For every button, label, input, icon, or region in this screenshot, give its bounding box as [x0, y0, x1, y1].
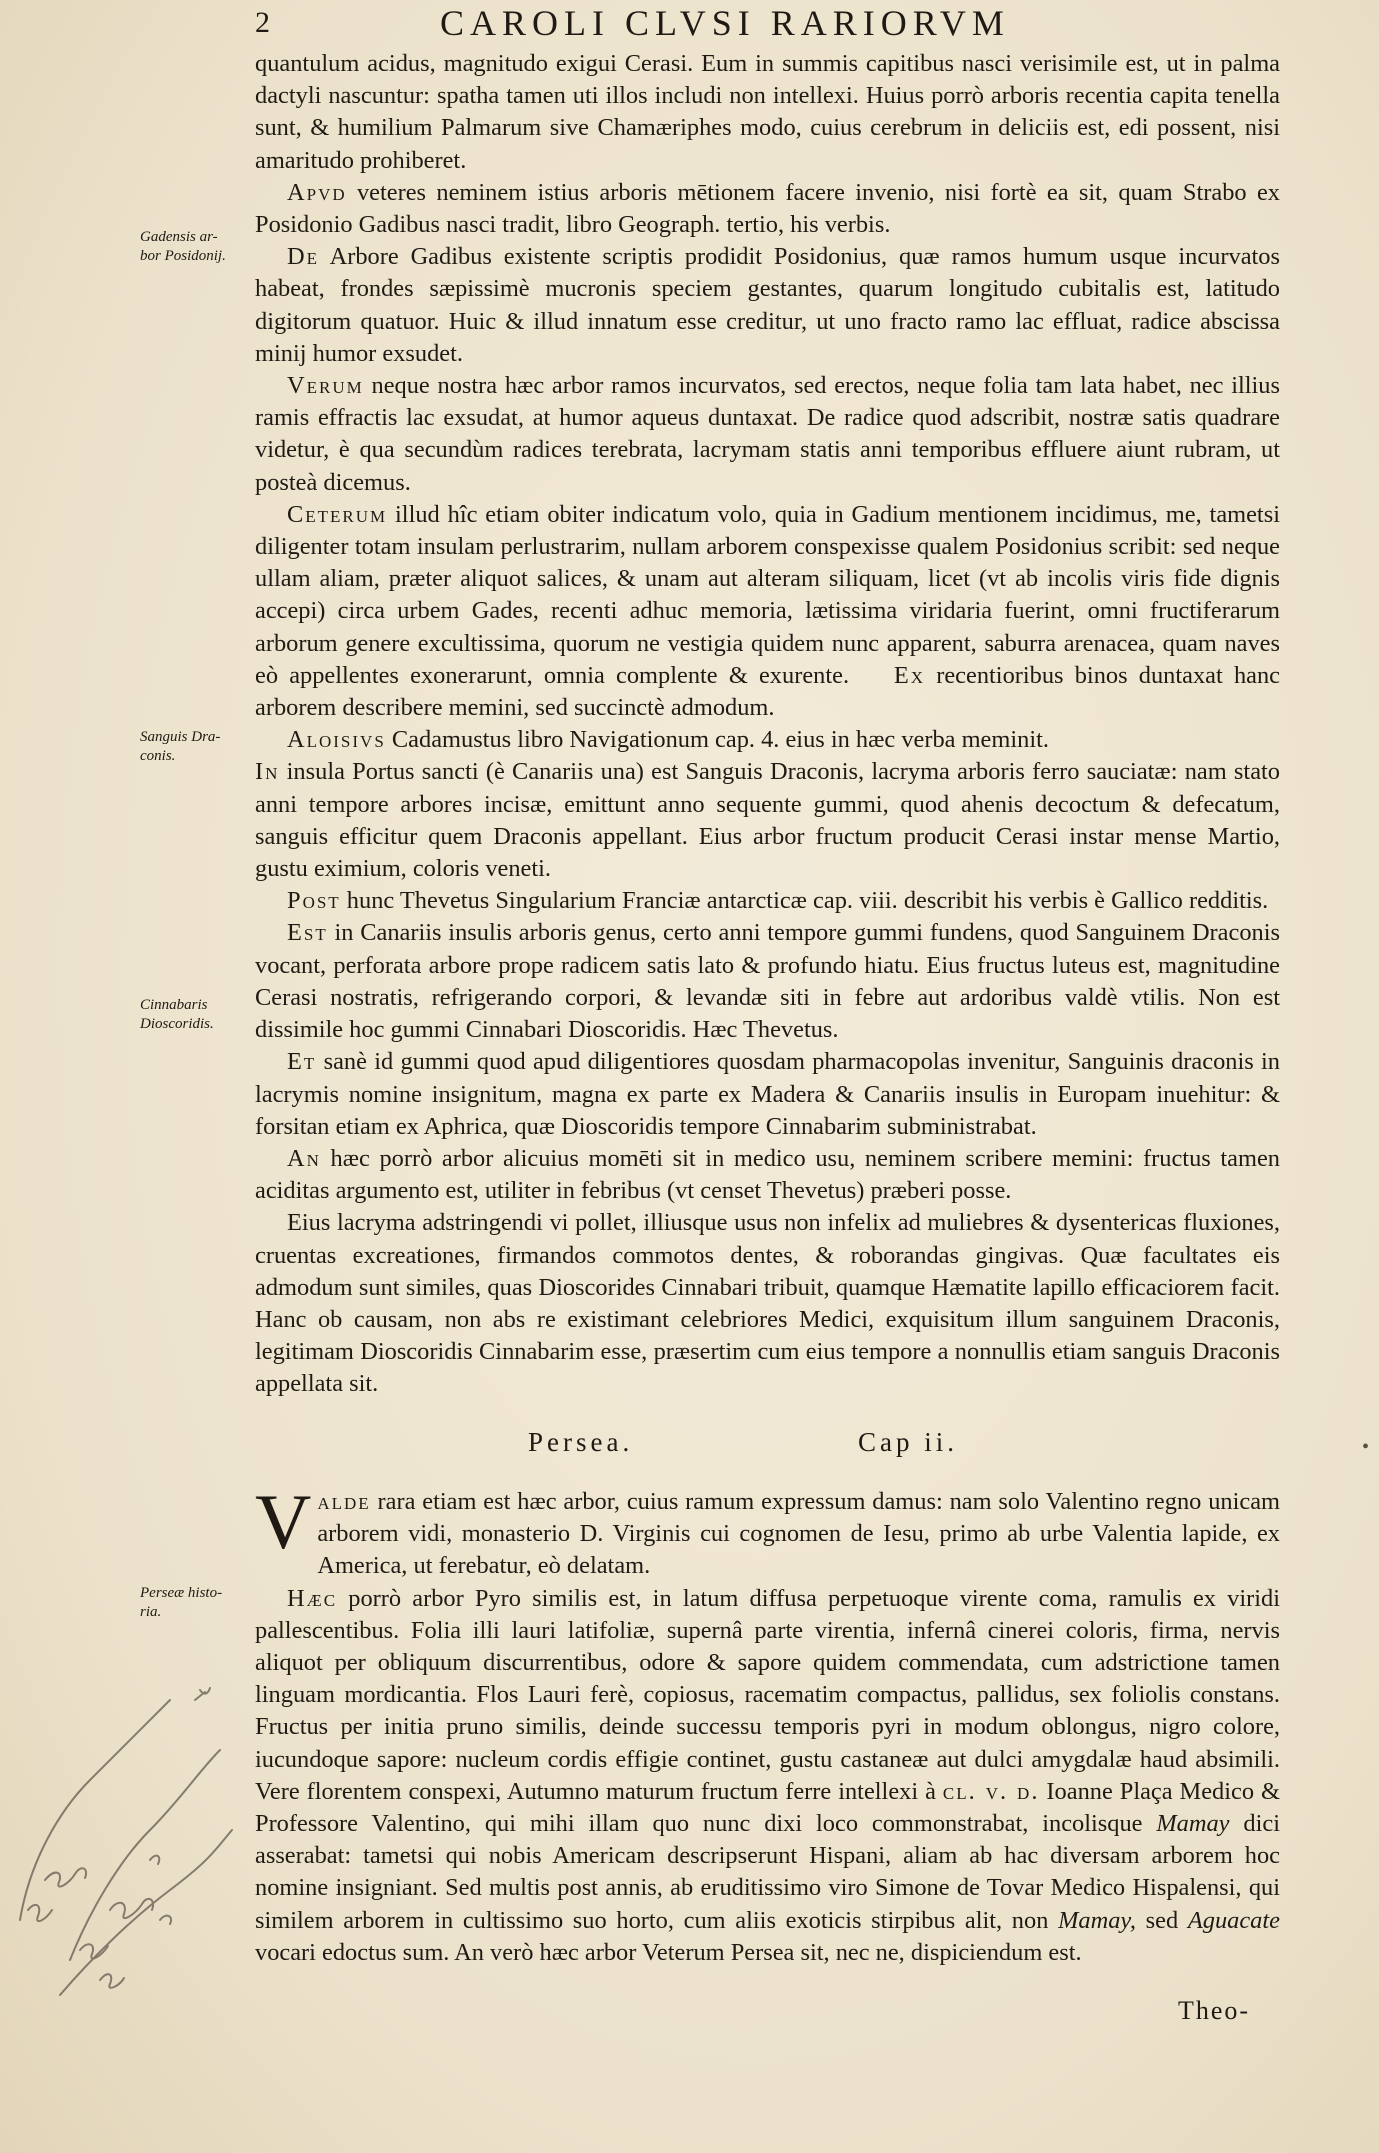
paragraph-text: Ioanne Plaça Medico & Professore Valentino, qui mihi illam quo nunc dixi loco commonstrabat, incolisque: [255, 1777, 1280, 1838]
margin-note-cinnabaris: [140, 996, 252, 1034]
drop-cap: V: [255, 1478, 312, 1565]
margin-note-line: conis.: [140, 748, 176, 764]
paragraph: [255, 370, 1280, 499]
paragraph: [255, 177, 1280, 241]
lead-word: Aloisivs: [287, 726, 386, 754]
paragraph-text: neque nostra hæc arbor ramos incurvatos, sed erectos, neque folia tam lata habet, nec illius ramis effractis lac exsudat, at humor aqueus duntaxat. De radice quod adscribit, nostræ satis quadrare videtur, è qua secundùm radices terebrata, lacrymam statis anni temporibus effluere aiunt rubram, ut posteà dicemus.: [255, 372, 1280, 496]
catchword: Theo-: [1178, 1996, 1251, 2025]
paragraph-text: vocari edoctus sum. An verò hæc arbor Veterum Persea sit, nec ne, dispiciendum est.: [255, 1938, 1082, 1966]
paragraph-text: illud hîc etiam obiter indicatum volo, quia in Gadium mentionem incidimus, me, tametsi diligenter totam insulam perlustrarim, nullam arborem conspexisse qualem Posidonius scribit: sed neque ullam aliam, præter aliquot salices, & unam aut alteram siliquam, licet (vt ab incolis viris fide dignis accepi) circa urbem Gades, recenti adhuc memoria, lætissima viridaria fuerint, omni fructiferarum arborum genere excultissima, quorum ne vestigia quidem nunc apparent, saburra arenacea, quam naves eò appellentes exonerarunt, omnia complente & exurente.: [255, 500, 1280, 689]
chapter-title: Persea.: [528, 1427, 634, 1457]
lead-word: alde: [317, 1488, 371, 1515]
paragraph: [255, 1583, 1280, 1969]
paragraph: [255, 1046, 1280, 1143]
margin-note-gadensis: [140, 228, 252, 266]
paragraph: quantulum acidus, magnitudo exigui Cerasi. Eum in summis capitibus nasci verisimile est, ut in palma dactyli nascuntur: spatha tamen uti illos includi non intellexi. Huius porrò arboris recentia capita tenella sunt, & humilium Palmarum sive Chamæriphes modo, cuius cerebrum in deliciis est, edi possent, nisi amaritudo prohiberet.: [255, 50, 1280, 174]
margin-note-line: bor Posidonij.: [140, 248, 226, 264]
paragraph-text: rara etiam est hæc arbor, cuius ramum expressum damus: nam solo Valentino regno unicam arborem vidi, monasterio D. Virginis cui cognomen de Iesu, primo ab urbe Valentia lapide, ex America, ut ferebatur, eò delatam.: [317, 1488, 1280, 1580]
margin-note-line: ria.: [140, 1604, 162, 1620]
margin-note-line: Sanguis Dra-: [140, 729, 221, 745]
term-mamay: Mamay: [1156, 1810, 1230, 1838]
margin-note-sanguis: [140, 728, 252, 766]
paragraph-text: sed: [1145, 1906, 1179, 1934]
lead-word: Et: [287, 1048, 317, 1076]
margin-note-persea: [140, 1584, 252, 1622]
margin-note-line: Gadensis ar-: [140, 229, 218, 245]
running-head: CAROLI CLVSI RARIORVM: [440, 3, 1010, 43]
paragraph-text: insula Portus sancti (è Canariis una) est Sanguis Draconis, lacryma arboris ferro sauciatæ: nam stato anni tempore arbores incisæ, emittunt anno sequente gummi, quod ahenis decoctum & defecatum, sanguis efficitur quem Draconis appellant. Eius arbor fructum producit Cerasi instar mense Martio, gustu eximium, coloris veneti.: [255, 758, 1280, 883]
paragraph: [255, 917, 1280, 1046]
page-number: 2: [255, 6, 270, 39]
margin-note-line: Cinnabaris: [140, 997, 208, 1013]
paragraph: [255, 241, 1280, 370]
paragraph-text: recentioribus binos duntaxat hanc arborem describere memini, sed succinctè admodum.: [255, 661, 1281, 722]
lead-word: Apvd: [287, 178, 347, 206]
handwritten-annotation: [0, 1660, 240, 2000]
margin-note-line: Perseæ histo-: [140, 1585, 223, 1601]
paragraph: [255, 499, 1280, 724]
term-aguacate: Aguacate: [1187, 1906, 1280, 1934]
paragraph-text: sanè id gummi quod apud diligentiores quosdam pharmacopolas invenitur, Sanguinis draconis in lacrymis nomine insignitum, magna ex parte ex Madera & Canariis insulis in Europam inuehitur: & forsitan etiam ex Aphrica, quæ Dioscoridis tempore Cinnabarim subministrabat.: [255, 1048, 1280, 1140]
paragraph-text: porrò arbor Pyro similis est, in latum diffusa perpetuoque virente coma, ramulis ex viridi pallescentibus. Folia illi lauri latifoliæ, supernâ parte virentia, infernâ cinerei coloris, firma, nervis aliquot per obliquum discurrentibus, odore & sapore quidem commendata, cum adstrictione tamen linguam mordicantia. Flos Lauri ferè, copiosus, racematim compactus, pallidus, sex foliolis constans. Fructus per initia pruno similis, deinde successu temporis pyri in modum oblongus, nigro colore, iucundoque sapore: nucleum cordis effigie continet, gustu castaneæ aut dulci amygdalæ haud absimili. Vere florentem conspexi, Autumno maturum fructum ferre intellexi à: [255, 1584, 1280, 1805]
term-mamay: Mamay,: [1058, 1906, 1136, 1934]
paragraph: [255, 756, 1280, 885]
paragraph-text: Cadamustus libro Navigationum cap. 4. eius in hæc verba meminit.: [391, 726, 1049, 754]
paragraph-text: veteres neminem istius arboris mētionem facere invenio, nisi fortè ea sit, quam Strabo ex Posidonio Gadibus nasci tradit, libro Geograph. tertio, his verbis.: [255, 178, 1280, 239]
paragraph: [255, 1478, 1280, 1583]
paragraph: Eius lacryma adstringendi vi pollet, illiusque usus non infelix ad muliebres & dysentericas fluxiones, cruentas excreationes, firmandos commotos dentes, & roborandas gingivas. Quæ facultates eis admodum sunt similes, quas Dioscorides Cinnabari tribuit, quamque Hæmatite lapillo efficaciorem facit. Hanc ob causam, non abs re existimant celebriores Medici, exquisitum illum sanguinem Draconis, legitimam Dioscoridis Cinnabarim esse, præsertim cum eius tempore a nonnullis etiam sanguis Draconis appellata sit.: [255, 1209, 1280, 1398]
text-column-upper: [255, 48, 1280, 1401]
abbreviation: cl. v. d.: [942, 1777, 1040, 1805]
lead-word: An: [287, 1144, 321, 1172]
paragraph: [255, 724, 1280, 756]
chapter-number: Cap ii.: [858, 1427, 958, 1457]
margin-dot: •: [1362, 1436, 1370, 1458]
lead-word: Est: [287, 919, 328, 947]
lead-word: In: [255, 758, 280, 786]
margin-note-line: Dioscoridis.: [140, 1016, 214, 1032]
lead-word: Post: [287, 887, 341, 915]
text-column-lower: [255, 1478, 1280, 1969]
lead-word: De: [287, 243, 319, 271]
lead-word: Ex: [893, 661, 926, 689]
paragraph-text: Arbore Gadibus existente scriptis prodidit Posidonius, quæ ramos humum usque incurvatos habeat, frondes sæpissimè mucronis speciem gestantes, quarum longitudo cubitalis est, latitudo digitorum quatuor. Huic & illud innatum esse creditur, ut uno fracto ramo lac effluat, radice abscissa minij humor exsudet.: [255, 243, 1280, 367]
lead-word: Verum: [287, 372, 364, 400]
paragraph-text: dici asserabat: tametsi qui nobis Americam descripserunt Hispani, aliam ab hac diversam arborem hoc nomine insigniant. Sed multis post annis, ab eruditissimo viro Simone de Tovar Medico Hispalensi, qui similem arborem in cultissimo suo horto, cum aliis exoticis stirpibus alit, non: [255, 1810, 1280, 1934]
lead-word: Hæc: [287, 1584, 338, 1612]
paragraph-text: hunc Thevetus Singularium Franciæ antarcticæ cap. viii. describit his verbis è Gallico redditis.: [346, 887, 1269, 915]
paragraph: [255, 885, 1280, 917]
lead-word: Ceterum: [287, 500, 388, 528]
paragraph-text: hæc porrò arbor alicuius momēti sit in medico usu, neminem scribere memini: fructus tamen aciditas argumento est, utiliter in febribus (vt censet Thevetus) præberi posse.: [255, 1144, 1280, 1205]
paragraph-text: in Canariis insulis arboris genus, certo anni tempore gummi fundens, quod Sanguinem Draconis vocant, perforata arbore prope radicem satis lato & profundo hiatu. Eius fructus luteus est, magnitudine Cerasi nostratis, refrigerando corpori, & levandæ siti in febre aut ardoribus valdè vtilis. Non est dissimile hoc gummi Cinnabari Dioscoridis. Hæc Thevetus.: [255, 919, 1280, 1044]
paragraph: [255, 1143, 1280, 1207]
